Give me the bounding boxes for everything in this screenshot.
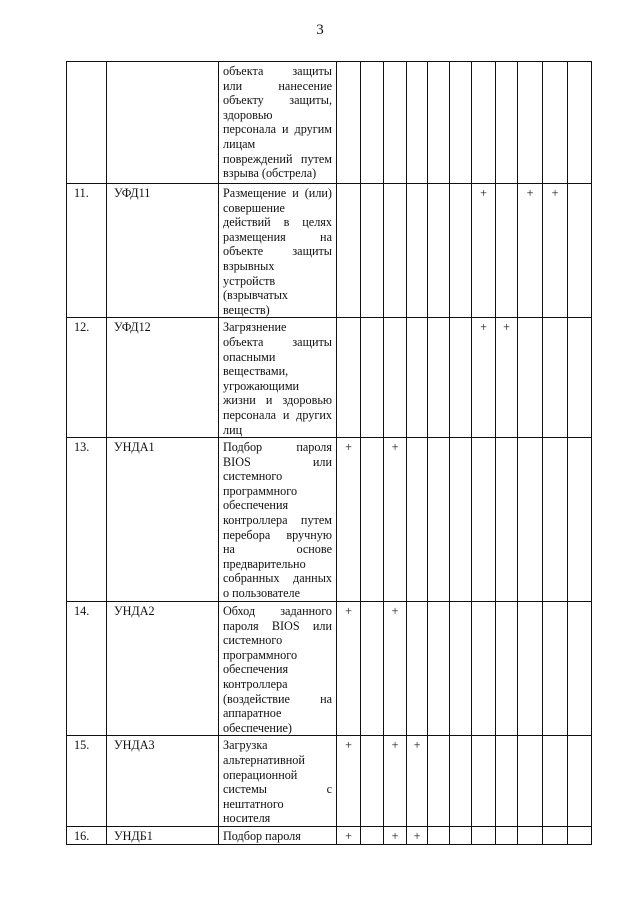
description-line: контроллера bbox=[223, 677, 288, 692]
description-line: программного bbox=[223, 483, 298, 498]
mark-cell bbox=[496, 602, 518, 736]
mark-cell bbox=[568, 827, 592, 845]
description-line: объекте защиты bbox=[223, 244, 332, 259]
mark-cell bbox=[450, 602, 472, 736]
description-line: альтернативной bbox=[223, 753, 305, 768]
mark-cell bbox=[361, 438, 384, 602]
row-number: 15. bbox=[67, 736, 107, 827]
threat-description bbox=[219, 602, 337, 736]
threat-description bbox=[219, 827, 337, 845]
row-number: 14. bbox=[67, 602, 107, 736]
description-line: аппаратное bbox=[223, 706, 282, 721]
description-line: пароля BIOS или bbox=[223, 618, 332, 633]
mark-cell: + bbox=[407, 736, 428, 827]
description-line: или нанесение bbox=[223, 78, 332, 93]
mark-cell bbox=[518, 438, 543, 602]
description-line: лиц bbox=[223, 422, 243, 437]
row-number bbox=[67, 62, 107, 184]
description-line: контроллера путем bbox=[223, 513, 332, 528]
description-line: опасными bbox=[223, 349, 276, 364]
table-row bbox=[67, 184, 592, 318]
description-line: (воздействие на bbox=[223, 691, 332, 706]
mark-cell bbox=[518, 736, 543, 827]
table-row bbox=[67, 827, 592, 845]
description-line: Подбор пароля bbox=[223, 440, 332, 455]
mark-cell: + bbox=[518, 184, 543, 318]
mark-cell bbox=[428, 602, 450, 736]
mark-cell bbox=[472, 62, 496, 184]
mark-cell bbox=[428, 827, 450, 845]
mark-cell bbox=[428, 62, 450, 184]
mark-cell bbox=[384, 62, 407, 184]
mark-cell: + bbox=[384, 602, 407, 736]
mark-cell bbox=[450, 184, 472, 318]
threat-table bbox=[66, 61, 592, 845]
mark-cell bbox=[472, 602, 496, 736]
mark-cell bbox=[428, 184, 450, 318]
mark-cell bbox=[496, 736, 518, 827]
description-line: жизни и здоровью bbox=[223, 393, 332, 408]
threat-code: УНДА2 bbox=[107, 602, 219, 736]
description-line: о пользователе bbox=[223, 586, 300, 601]
description-line: программного bbox=[223, 647, 298, 662]
mark-cell bbox=[543, 736, 568, 827]
table-row bbox=[67, 62, 592, 184]
mark-cell bbox=[407, 184, 428, 318]
description-line: угрожающими bbox=[223, 378, 300, 393]
mark-cell bbox=[428, 318, 450, 438]
mark-cell bbox=[518, 62, 543, 184]
threat-code bbox=[107, 62, 219, 184]
mark-cell bbox=[450, 62, 472, 184]
mark-cell bbox=[496, 184, 518, 318]
description-line: веществами, bbox=[223, 364, 289, 379]
threat-code: УНДА1 bbox=[107, 438, 219, 602]
mark-cell bbox=[337, 62, 361, 184]
description-line: действий в целях bbox=[223, 215, 332, 230]
description-line: системного bbox=[223, 469, 283, 484]
mark-cell bbox=[450, 438, 472, 602]
mark-cell bbox=[407, 602, 428, 736]
description-line: совершение bbox=[223, 200, 285, 215]
table-row bbox=[67, 318, 592, 438]
mark-cell bbox=[407, 62, 428, 184]
description-line: системы с bbox=[223, 782, 332, 797]
description-line: объекта защиты bbox=[223, 64, 332, 78]
description-line: объекта защиты bbox=[223, 334, 332, 349]
mark-cell bbox=[518, 827, 543, 845]
mark-cell bbox=[496, 62, 518, 184]
mark-cell: + bbox=[337, 736, 361, 827]
mark-cell bbox=[568, 438, 592, 602]
description-line: на основе bbox=[223, 542, 332, 557]
description-line: Подбор пароля bbox=[223, 829, 301, 843]
description-line: операционной bbox=[223, 767, 298, 782]
mark-cell bbox=[472, 827, 496, 845]
description-line: обеспечения bbox=[223, 662, 289, 677]
mark-cell bbox=[496, 438, 518, 602]
description-line: персонала и другим bbox=[223, 122, 332, 137]
page-number: 3 bbox=[316, 22, 324, 38]
description-line: обеспечения bbox=[223, 498, 289, 513]
description-line: Загрузка bbox=[223, 738, 268, 753]
threat-code: УНДБ1 bbox=[107, 827, 219, 845]
mark-cell: + bbox=[384, 827, 407, 845]
mark-cell: + bbox=[543, 184, 568, 318]
threat-description bbox=[219, 62, 337, 184]
mark-cell bbox=[543, 438, 568, 602]
mark-cell bbox=[568, 736, 592, 827]
mark-cell bbox=[361, 62, 384, 184]
threat-description bbox=[219, 318, 337, 438]
description-line: BIOS или bbox=[223, 454, 332, 469]
mark-cell bbox=[450, 736, 472, 827]
mark-cell bbox=[543, 62, 568, 184]
description-line: веществ) bbox=[223, 302, 270, 317]
description-line: носителя bbox=[223, 811, 271, 826]
description-line: взрывных bbox=[223, 258, 275, 273]
mark-cell bbox=[361, 736, 384, 827]
mark-cell bbox=[568, 318, 592, 438]
mark-cell: + bbox=[407, 827, 428, 845]
description-line: перебора вручную bbox=[223, 527, 332, 542]
description-line: персонала и других bbox=[223, 407, 332, 422]
threat-description bbox=[219, 736, 337, 827]
description-line: предварительно bbox=[223, 556, 306, 571]
mark-cell bbox=[428, 438, 450, 602]
mark-cell: + bbox=[496, 318, 518, 438]
description-line: обеспечение) bbox=[223, 720, 292, 735]
mark-cell bbox=[472, 736, 496, 827]
mark-cell bbox=[337, 184, 361, 318]
mark-cell bbox=[543, 827, 568, 845]
mark-cell: + bbox=[472, 318, 496, 438]
mark-cell: + bbox=[384, 438, 407, 602]
row-number: 11. bbox=[67, 184, 107, 318]
table-row bbox=[67, 602, 592, 736]
mark-cell bbox=[543, 602, 568, 736]
mark-cell: + bbox=[384, 736, 407, 827]
threat-description bbox=[219, 438, 337, 602]
mark-cell: + bbox=[472, 184, 496, 318]
threat-code: УФД12 bbox=[107, 318, 219, 438]
description-line: системного bbox=[223, 633, 283, 648]
mark-cell bbox=[568, 62, 592, 184]
mark-cell bbox=[407, 438, 428, 602]
mark-cell: + bbox=[337, 602, 361, 736]
row-number: 16. bbox=[67, 827, 107, 845]
mark-cell bbox=[384, 318, 407, 438]
mark-cell bbox=[450, 318, 472, 438]
description-line: лицам bbox=[223, 136, 256, 151]
description-line: (взрывчатых bbox=[223, 288, 289, 303]
mark-cell bbox=[384, 184, 407, 318]
description-line: нештатного bbox=[223, 796, 284, 811]
mark-cell: + bbox=[337, 827, 361, 845]
table-row bbox=[67, 438, 592, 602]
mark-cell bbox=[337, 318, 361, 438]
threat-code: УФД11 bbox=[107, 184, 219, 318]
mark-cell bbox=[543, 318, 568, 438]
mark-cell bbox=[450, 827, 472, 845]
mark-cell bbox=[428, 736, 450, 827]
mark-cell bbox=[518, 602, 543, 736]
description-line: размещения на bbox=[223, 229, 332, 244]
threat-description bbox=[219, 184, 337, 318]
description-line: Обход заданного bbox=[223, 604, 332, 619]
mark-cell bbox=[496, 827, 518, 845]
mark-cell bbox=[361, 184, 384, 318]
row-number: 12. bbox=[67, 318, 107, 438]
mark-cell bbox=[361, 318, 384, 438]
mark-cell bbox=[518, 318, 543, 438]
mark-cell bbox=[568, 602, 592, 736]
table-row bbox=[67, 736, 592, 827]
description-line: собранных данных bbox=[223, 571, 332, 586]
mark-cell bbox=[407, 318, 428, 438]
row-number: 13. bbox=[67, 438, 107, 602]
mark-cell bbox=[361, 827, 384, 845]
description-line: взрыва (обстрела) bbox=[223, 166, 317, 181]
mark-cell bbox=[361, 602, 384, 736]
mark-cell: + bbox=[337, 438, 361, 602]
description-line: Размещение и (или) bbox=[223, 186, 332, 200]
description-line: Загрязнение bbox=[223, 320, 287, 335]
description-line: объекту защиты, bbox=[223, 93, 332, 108]
threat-code: УНДА3 bbox=[107, 736, 219, 827]
mark-cell bbox=[568, 184, 592, 318]
description-line: устройств bbox=[223, 273, 276, 288]
description-line: здоровью bbox=[223, 107, 273, 122]
description-line: повреждений путем bbox=[223, 151, 332, 166]
mark-cell bbox=[472, 438, 496, 602]
